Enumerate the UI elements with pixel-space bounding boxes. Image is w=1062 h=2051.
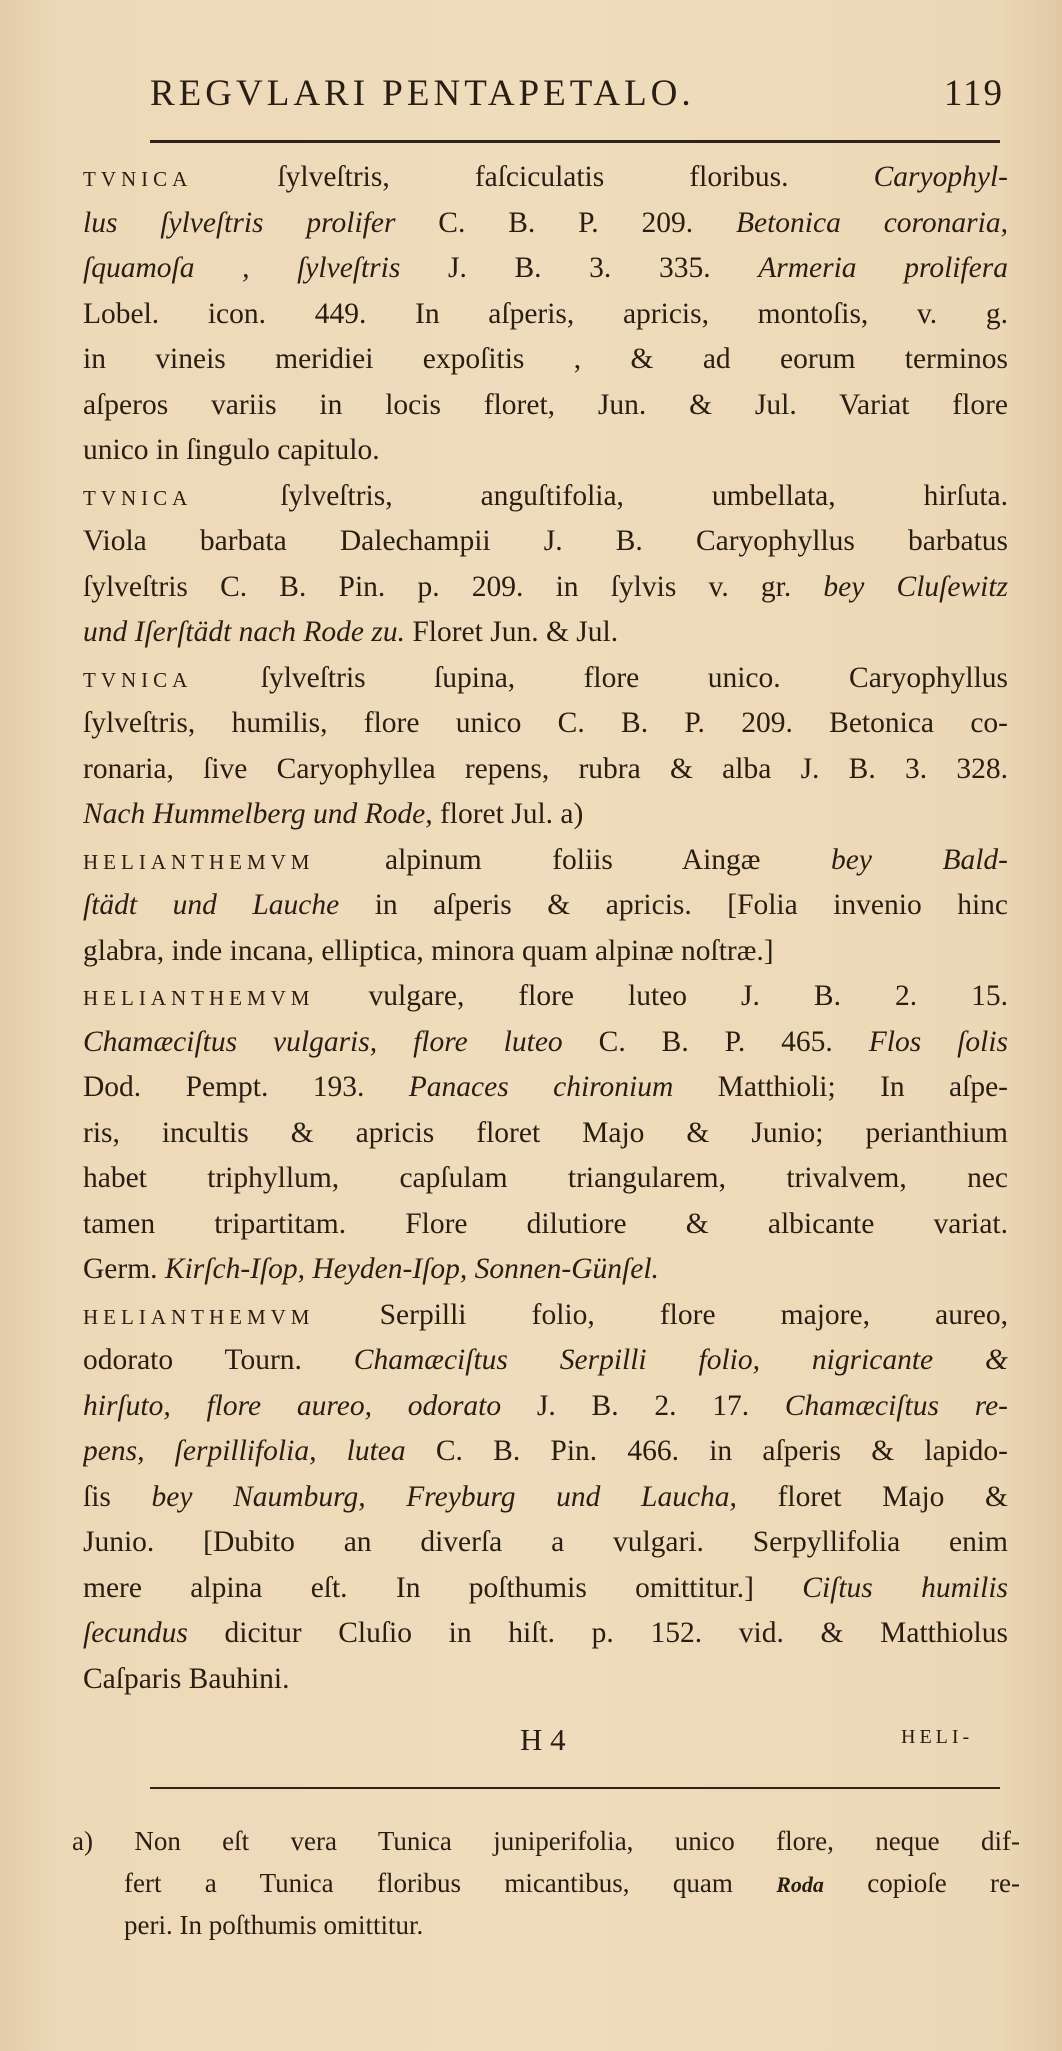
page-number: 119 [943,73,1004,114]
text-run: Serpilli folio, flore majore, aureo, [314,1298,1008,1331]
text-run: alpinum foliis Aingæ [314,843,831,876]
text-run: ſis [83,1480,152,1513]
text-line [83,610,1008,656]
text-line [83,1566,1008,1612]
entry-headword: HELIANTHEMVM [83,1304,315,1329]
text-line [83,565,1008,611]
text-run: Viola barbata Dalechampii J. B. Caryophyllus barbatus [83,525,1008,557]
text-line [83,792,1008,838]
text-line [83,838,1008,884]
text-line [83,701,1008,747]
italic-text: bey Naumburg, Freyburg und Laucha, [151,1480,737,1513]
italic-text: ſecundus [83,1617,188,1649]
main-text [78,155,1008,1702]
text-run: habet triphyllum, capſulam triangularem, trivalvem, nec [83,1162,1008,1194]
text-line [83,883,1008,929]
text-line [83,1111,1008,1157]
entry-paragraph [78,656,1008,838]
text-line [83,1020,1008,1066]
text-run: Floret Jun. & Jul. [405,616,619,648]
entry-paragraph [78,155,1008,474]
text-line [83,337,1008,383]
text-run: C. B. P. 209. [395,206,736,239]
text-run: ſylveſtris ſupina, flore unico. Caryophyllus [192,661,1008,694]
entry-headword: TVNICA [83,667,193,692]
text-run: floret Jul. a) [432,798,584,830]
text-line [83,383,1008,429]
footnote-line [72,1904,1020,1946]
italic-text: bey Bald- [830,843,1008,876]
text-line [83,1065,1008,1111]
footnote-line [72,1862,1020,1904]
text-line [83,1202,1008,1248]
text-line [83,1384,1008,1430]
text-line [83,1338,1008,1384]
text-run: peri. In poſthumis omittitur. [124,1910,424,1940]
text-run: fert a Tunica floribus micantibus, quam [124,1868,777,1898]
italic-text: bey Cluſewitz [823,570,1008,603]
text-run: ris, incultis & apricis floret Majo & Junio; perianthium [83,1116,1008,1149]
signature-mark: H 4 [520,1722,566,1757]
text-line [83,1293,1008,1339]
running-header [150,72,1010,120]
footnote [72,1820,1020,1946]
text-line [83,1611,1008,1657]
entry-paragraph [78,1293,1008,1703]
text-line [83,428,1008,474]
italic-text: Kirſch-Iſop, Heyden-Iſop, Sonnen-Günſel. [164,1253,659,1285]
running-title: REGVLARI PENTAPETALO. [150,73,695,114]
text-line [83,747,1008,793]
italic-text: pens, ſerpillifolia, lutea [83,1435,406,1467]
text-run: C. B. Pin. 466. in aſperis & lapido- [405,1435,1008,1467]
entry-paragraph [78,474,1008,656]
italic-text: hirſuto, flore aureo, odorato [83,1389,502,1422]
italic-text: Chamæciſtus re- [784,1389,1008,1422]
italic-text: Nach Hummelberg und Rode, [83,798,433,830]
text-run: odorato Tourn. [83,1344,354,1376]
text-run: unico in ſingulo capitulo. [83,434,380,466]
entry-headword: TVNICA [83,485,193,510]
italic-text: Chamæciſtus Serpilli folio, nigricante & [353,1344,1008,1376]
italic-text: Roda [776,1872,824,1897]
text-run: ſylveſtris C. B. Pin. p. 209. in ſylvis v. gr. [83,570,824,603]
italic-text: lus ſylveſtris prolifer [83,206,396,239]
italic-text: ſtädt und Lauche [83,889,340,921]
text-run: a) Non eſt vera Tunica juniperifolia, unico flore, neque dif- [72,1826,1020,1856]
text-run: Caſparis Bauhini. [83,1662,290,1695]
entry-headword: HELIANTHEMVM [83,986,315,1010]
text-line [83,1247,1008,1293]
text-run: in vineis meridiei expoſitis , & ad eorum terminos [83,343,1008,375]
text-run: floret Majo & [736,1480,1008,1513]
text-run: Germ. [83,1253,165,1285]
text-run: vulgare, flore luteo J. B. 2. 15. [314,980,1008,1012]
text-run: C. B. P. 465. [562,1025,869,1058]
text-line [83,1429,1008,1475]
italic-text: Chamæciſtus vulgaris, flore luteo [83,1025,563,1058]
text-line [83,246,1008,292]
text-line [83,292,1008,338]
italic-text: Panaces chironium [408,1071,674,1103]
italic-text: und Iſerſtädt nach Rode zu. [83,616,405,648]
text-run: aſperos variis in locis floret, Jun. & Jul. Variat flore [83,388,1008,421]
text-line [83,1475,1008,1521]
text-run: Dod. Pempt. 193. [83,1071,409,1103]
text-run: in aſperis & apricis. [Folia invenio hinc [339,889,1008,921]
text-line [83,201,1008,247]
italic-text: Ciſtus humilis [802,1571,1008,1604]
text-line [83,1657,1008,1703]
text-line [83,1156,1008,1202]
text-run: ſylveſtris, anguſtifolia, umbellata, hirſuta. [192,479,1008,512]
text-run: ſylveſtris, humilis, flore unico C. B. P. 209. Betonica co- [83,707,1008,739]
entry-headword: TVNICA [83,167,193,191]
text-run: mere alpina eſt. In poſthumis omittitur.] [83,1571,803,1604]
header-rule [150,140,1000,143]
italic-text: Caryophyl- [873,161,1008,193]
text-run: copioſe re- [823,1868,1020,1898]
text-run: Lobel. icon. 449. In aſperis, apricis, montoſis, v. g. [83,297,1008,330]
text-line [83,1520,1008,1566]
entry-paragraph [78,974,1008,1293]
text-run: tamen tripartitam. Flore dilutiore & albicante variat. [83,1207,1008,1240]
footnote-rule [150,1787,1000,1789]
text-run: ſylveſtris, faſciculatis floribus. [192,161,874,193]
italic-text: Armeria prolifera [758,252,1008,284]
text-line [83,474,1008,520]
text-run: Matthioli; In aſpe- [673,1071,1008,1103]
entry-paragraph [78,838,1008,975]
text-run: ronaria, ſive Caryophyllea repens, rubra & alba J. B. 3. 328. [83,752,1008,785]
text-line [83,974,1008,1020]
text-run: J. B. 2. 17. [501,1389,785,1422]
footnote-line [72,1820,1020,1862]
text-line [83,929,1008,975]
text-run: J. B. 3. 335. [400,252,759,284]
text-line [83,519,1008,565]
italic-text: Betonica coronaria, [735,206,1008,239]
text-line [83,155,1008,201]
text-run: dicitur Cluſio in hiſt. p. 152. vid. & Matthiolus [187,1617,1008,1649]
catchword: HELI- [901,1726,974,1748]
text-run: Junio. [Dubito an diverſa a vulgari. Serpyllifolia enim [83,1526,1008,1558]
text-run: glabra, inde incana, elliptica, minora quam alpinæ noſtræ.] [83,934,774,967]
italic-text: ſquamoſa , ſylveſtris [83,252,401,284]
entry-headword: HELIANTHEMVM [83,849,315,874]
text-line [83,656,1008,702]
italic-text: Flos ſolis [868,1025,1008,1058]
